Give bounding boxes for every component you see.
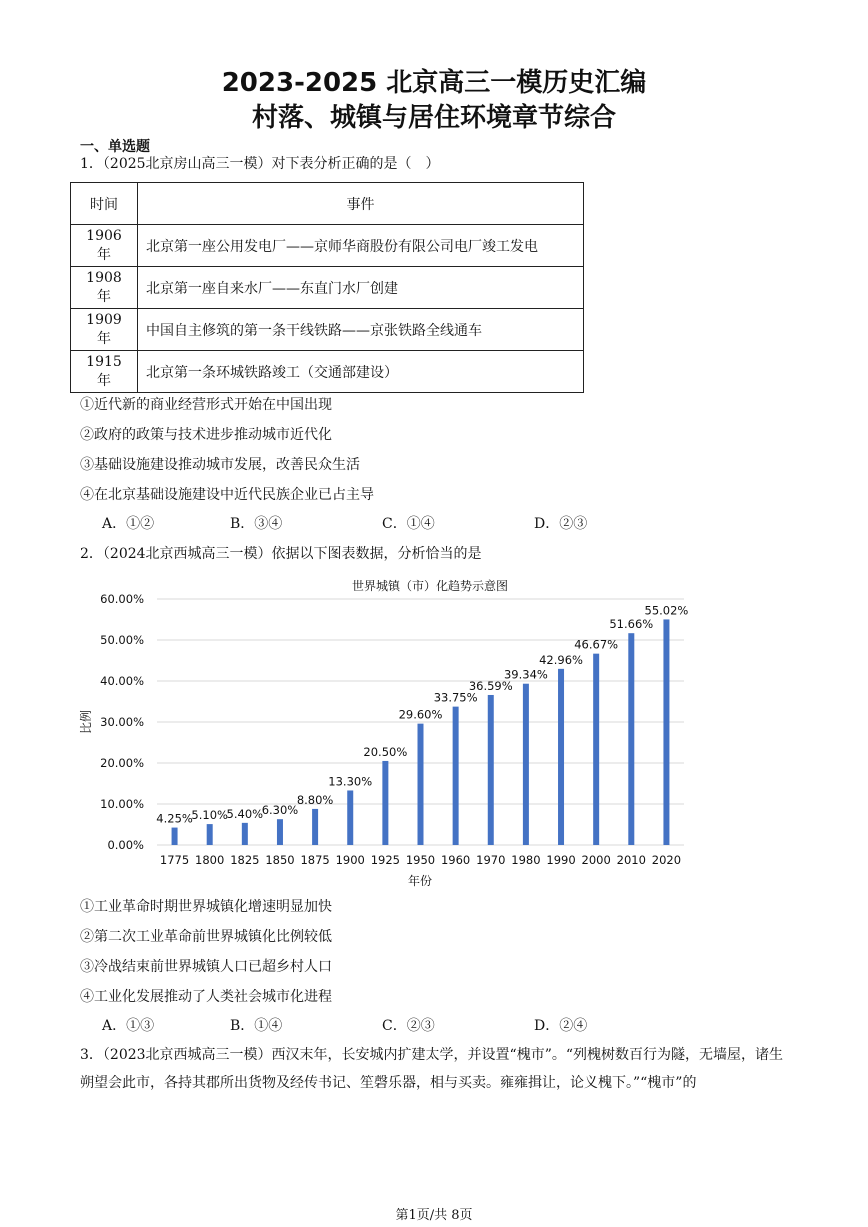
y-tick-label: 20.00% xyxy=(100,756,144,770)
data-label-1850: 6.30% xyxy=(261,803,299,818)
bar-1900 xyxy=(347,790,353,845)
q1-statement-3: ③基础设施建设推动城市发展，改善民众生活 xyxy=(80,457,360,473)
data-label-1825: 5.40% xyxy=(226,806,264,821)
y-tick-label: 30.00% xyxy=(100,715,144,729)
bar-1875 xyxy=(312,809,318,845)
bar-1850 xyxy=(277,819,283,845)
q2-statement-4: ④工业化发展推动了人类社会城市化进程 xyxy=(80,989,332,1005)
x-tick-label: 1850 xyxy=(265,853,295,867)
bar-1800 xyxy=(207,824,213,845)
x-tick-label: 1950 xyxy=(405,853,436,867)
x-tick-label: 1970 xyxy=(476,853,506,867)
q1-option-b[interactable]: B．③④ xyxy=(230,516,283,532)
table-row xyxy=(71,267,584,309)
q2-option-a[interactable]: A．①③ xyxy=(102,1018,155,1034)
section-heading: 一、单选题 xyxy=(80,139,150,155)
question-2-stem: 2．（2024北京西城高三一模）依据以下图表数据，分析恰当的是 xyxy=(80,546,482,562)
data-label-1970: 36.59% xyxy=(468,678,513,693)
page-title-line1: 2023-2025 北京高三一模历史汇编 xyxy=(221,68,647,98)
table-header-row xyxy=(71,183,584,225)
table-cell-year: 1908 年 xyxy=(71,267,138,309)
x-tick-label: 1960 xyxy=(440,853,471,867)
events-table xyxy=(70,182,584,393)
y-tick-label: 40.00% xyxy=(100,674,144,688)
table-row xyxy=(71,309,584,351)
bar-2020 xyxy=(663,619,669,845)
chart-title: 世界城镇（市）化趋势示意图 xyxy=(351,579,509,593)
q2-statement-2: ②第二次工业革命前世界城镇化比例较低 xyxy=(80,929,332,945)
data-label-2010: 51.66% xyxy=(609,617,654,632)
page-number: 第1页/共 8页 xyxy=(395,1208,473,1223)
bar-2000 xyxy=(593,654,599,845)
table-header-time: 时间 xyxy=(71,183,138,225)
table-cell-event: 北京第一座公用发电厂——京师华商股份有限公司电厂竣工发电 xyxy=(138,225,584,267)
q1-option-c[interactable]: C．①④ xyxy=(382,516,435,532)
question-3-text: 3．（2023北京西城高三一模）西汉末年，长安城内扩建太学，并设置“槐市”。“列槐树数百行为隧，无墙屋，诸生朔望会此市，各持其郡所出货物及经传书记、笙磬乐器，相与买卖。雍雍揖让，论义槐下。”“槐市”的 xyxy=(80,1047,784,1091)
y-tick-label: 0.00% xyxy=(107,838,144,852)
y-tick-label: 10.00% xyxy=(100,797,144,811)
q2-statement-3: ③冷战结束前世界城镇人口已超乡村人口 xyxy=(80,959,332,975)
q1-statement-1: ①近代新的商业经营形式开始在中国出现 xyxy=(80,397,332,413)
table-cell-year: 1915 年 xyxy=(71,351,138,393)
x-tick-label: 1775 xyxy=(159,853,190,867)
bar-1775 xyxy=(172,828,178,845)
question-1-stem: 1．（2025北京房山高三一模）对下表分析正确的是（ ） xyxy=(80,156,440,172)
chart-y-axis-label: 比例 xyxy=(79,709,93,735)
q2-option-b[interactable]: B．①④ xyxy=(230,1018,283,1034)
data-label-1950: 29.60% xyxy=(398,707,443,722)
chart-x-axis-label: 年份 xyxy=(407,874,433,888)
bar-1990 xyxy=(558,669,564,845)
x-tick-label: 1990 xyxy=(546,853,576,867)
data-label-1800: 5.10% xyxy=(191,808,228,823)
q1-statement-2: ②政府的政策与技术进步推动城市近代化 xyxy=(80,427,332,443)
table-header-event: 事件 xyxy=(138,183,584,225)
bar-1825 xyxy=(242,823,248,845)
table-cell-year: 1906 年 xyxy=(71,225,138,267)
bar-1980 xyxy=(523,684,529,845)
y-tick-label: 50.00% xyxy=(100,633,144,647)
bar-1960 xyxy=(453,707,459,845)
y-tick-label: 60.00% xyxy=(100,592,144,606)
data-label-1875: 8.80% xyxy=(296,792,334,807)
x-tick-label: 1900 xyxy=(335,853,365,867)
bar-2010 xyxy=(628,633,634,845)
q2-statement-1: ①工业革命时期世界城镇化增速明显加快 xyxy=(80,899,332,915)
table-cell-year: 1909 年 xyxy=(71,309,138,351)
data-label-1990: 42.96% xyxy=(539,652,583,667)
x-tick-label: 1825 xyxy=(230,853,260,867)
data-label-1925: 20.50% xyxy=(363,744,408,759)
page-title-line2: 村落、城镇与居住环境章节综合 xyxy=(251,103,616,133)
x-tick-label: 2010 xyxy=(616,853,646,867)
x-tick-label: 2000 xyxy=(581,853,611,867)
x-tick-label: 2020 xyxy=(651,853,682,867)
x-tick-label: 1875 xyxy=(300,853,330,867)
table-cell-event: 北京第一条环城铁路竣工（交通部建设） xyxy=(138,351,584,393)
x-tick-label: 1980 xyxy=(511,853,541,867)
urbanization-bar-chart xyxy=(72,570,712,895)
q1-option-d[interactable]: D．②③ xyxy=(534,516,588,532)
q1-statement-4: ④在北京基础设施建设中近代民族企业已占主导 xyxy=(80,487,374,503)
table-row xyxy=(71,351,584,393)
data-label-1980: 39.34% xyxy=(503,667,548,682)
bar-1925 xyxy=(382,761,388,845)
x-tick-label: 1925 xyxy=(370,853,401,867)
data-label-1960: 33.75% xyxy=(433,690,478,705)
bar-1970 xyxy=(488,695,494,845)
bar-1950 xyxy=(418,724,424,845)
data-label-1900: 13.30% xyxy=(328,774,373,789)
q2-option-c[interactable]: C．②③ xyxy=(382,1018,435,1034)
table-row xyxy=(71,225,584,267)
data-label-2000: 46.67% xyxy=(574,637,619,652)
x-tick-label: 1800 xyxy=(195,853,225,867)
data-label-1775: 4.25% xyxy=(156,811,193,826)
data-label-2020: 55.02% xyxy=(644,603,689,618)
table-cell-event: 北京第一座自来水厂——东直门水厂创建 xyxy=(138,267,584,309)
q2-option-d[interactable]: D．②④ xyxy=(534,1018,588,1034)
q1-option-a[interactable]: A．①② xyxy=(102,516,155,532)
table-cell-event: 中国自主修筑的第一条干线铁路——京张铁路全线通车 xyxy=(138,309,584,351)
